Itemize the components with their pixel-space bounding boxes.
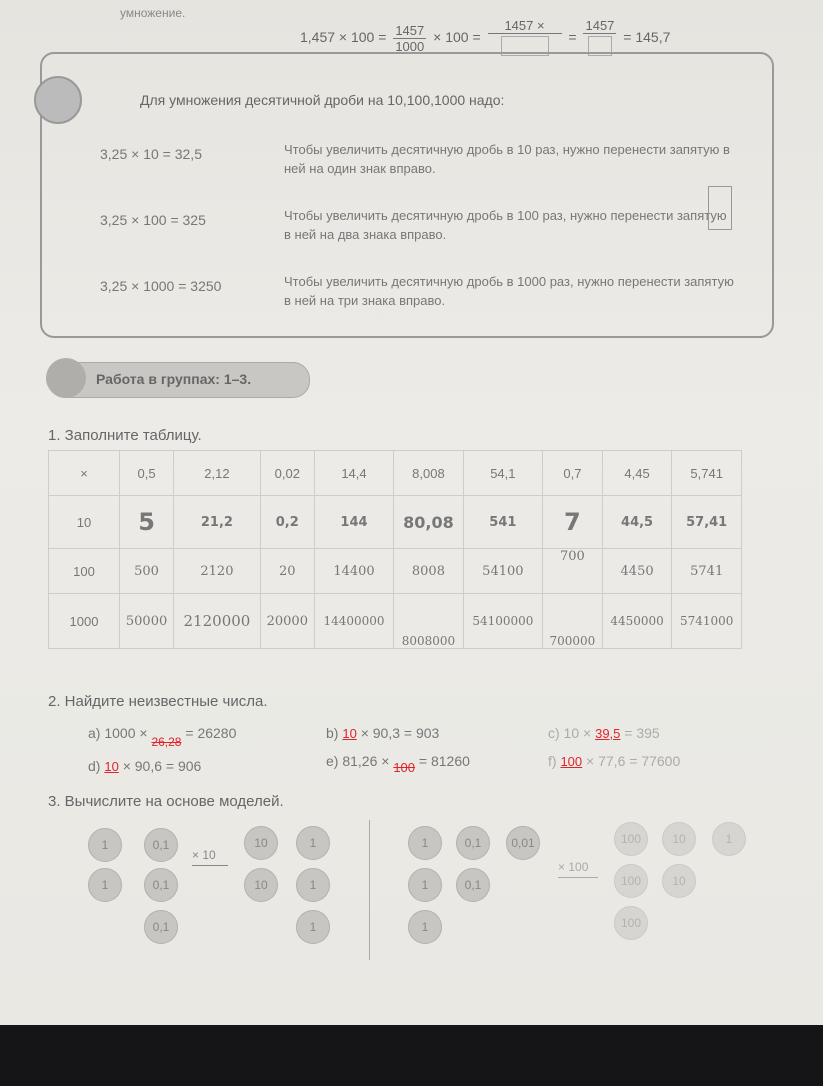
model-chip: 1 [408,910,442,944]
rule-title: Для умножения десятичной дроби на 10,100,1000 надо: [140,92,505,108]
model-chip: 10 [244,868,278,902]
task2-a: a) 1000 × 26,28 = 26280 [88,725,237,749]
answer-cell: 2120000 [174,594,261,649]
column-header: 0,02 [260,451,314,496]
bottom-dark-bar [0,1025,823,1086]
column-header: 8,008 [394,451,464,496]
answer-cell: 144 [314,496,393,549]
model-chip: 1 [296,868,330,902]
answer-cell: 14400 [314,549,393,594]
table-row-1000 [49,594,742,649]
formula-result: = 145,7 [623,29,671,46]
task2-f: f) 100 × 77,6 = 77600 [548,753,681,769]
answer-cell: 20000 [260,594,314,649]
answer-cell: 8008000 [394,594,464,649]
model-chip: 10 [662,864,696,898]
formula-left: 1,457 × 100 = [300,29,387,46]
column-header: 5,741 [672,451,742,496]
multiply-op: × 10 [192,848,228,866]
model-chip: 100 [614,864,648,898]
task2-b: b) 10 × 90,3 = 903 [326,725,440,741]
table-header-row [49,451,742,496]
model-chip: 1 [408,868,442,902]
top-fragment-text: умножение. [120,6,186,20]
table-row-10 [49,496,742,549]
answer-cell: 4450000 [602,594,672,649]
answer-cell: 541 [463,496,542,549]
answer-cell: 21,2 [174,496,261,549]
answer-cell: 44,5 [602,496,672,549]
column-header: 14,4 [314,451,393,496]
model-chip: 0,1 [144,868,178,902]
task2-c: c) 10 × 39,5 = 395 [548,725,660,741]
task1-label: 1. Заполните таблицу. [48,427,202,444]
model-chip: 100 [614,906,648,940]
answer-cell: 14400000 [314,594,393,649]
model-chip: 0,1 [456,826,490,860]
rule-example: 3,25 × 100 = 325 [100,212,206,228]
divider [369,820,370,960]
model-chip: 10 [244,826,278,860]
formula-mid: × 100 = [433,29,481,46]
model-chip: 0,1 [144,828,178,862]
model-chip: 1 [296,826,330,860]
rule-text: Чтобы увеличить десятичную дробь в 10 раз, нужно перенести запятую в ней на один знак вправо. [284,142,730,176]
answer-cell: 700 [543,549,603,594]
column-header: 0,5 [120,451,174,496]
model-chip: 1 [88,868,122,902]
column-header: 54,1 [463,451,542,496]
fraction-1: $\frac{1457}{1000}$ [395,23,425,54]
answer-cell: 50000 [120,594,174,649]
column-header: 2,12 [174,451,261,496]
answer-cell: 5741 [672,549,742,594]
answer-cell: 5741000 [672,594,742,649]
model-chip: 0,1 [144,910,178,944]
row-label: 1000 [49,594,120,649]
table-row-100 [49,549,742,594]
answer-cell: 700000 [543,594,603,649]
rule-icon [34,76,82,124]
group-work-label: Работа в группах: 1–3. [96,371,252,387]
answer-cell: 500 [120,549,174,594]
row-label: 10 [49,496,120,549]
rule-example: 3,25 × 10 = 32,5 [100,146,202,162]
model-chip: 100 [614,822,648,856]
task2-e: e) 81,26 × 100 = 81260 [326,753,470,775]
column-header: 0,7 [543,451,603,496]
answer-cell: 20 [260,549,314,594]
empty-box [708,186,732,230]
table-corner: × [49,451,120,496]
column-header: 4,45 [602,451,672,496]
model-chip: 0,01 [506,826,540,860]
multiplication-table [48,450,742,649]
task3-label: 3. Вычислите на основе моделей. [48,793,284,810]
rule-example: 3,25 × 1000 = 3250 [100,278,222,294]
model-chip: 1 [296,910,330,944]
model-chip: 10 [662,822,696,856]
fraction-3: 1457 [583,18,616,59]
model-chip: 1 [88,828,122,862]
rule-text: Чтобы увеличить десятичную дробь в 100 раз, нужно перенести запятую в ней на два знака вправо. [284,208,727,242]
formula-eq: = [568,29,577,46]
answer-cell: 54100000 [463,594,542,649]
task2-label: 2. Найдите неизвестные числа. [48,693,268,710]
answer-cell: 4450 [602,549,672,594]
model-chip: 1 [408,826,442,860]
multiply-op: × 100 [558,860,598,878]
answer-cell: 5 [120,496,174,549]
task2-d: d) 10 × 90,6 = 906 [88,758,202,774]
fraction-2: 1457 × [488,18,562,59]
answer-cell: 7 [543,496,603,549]
group-icon [46,358,86,398]
answer-cell: 57,41 [672,496,742,549]
answer-cell: 0,2 [260,496,314,549]
model-chip: 1 [712,822,746,856]
row-label: 100 [49,549,120,594]
answer-cell: 54100 [463,549,542,594]
answer-cell: 8008 [394,549,464,594]
model-chip: 0,1 [456,868,490,902]
answer-cell: 80,08 [394,496,464,549]
rule-text: Чтобы увеличить десятичную дробь в 1000 раз, нужно перенести запятую в ней на три знака вправо. [284,274,734,308]
answer-cell: 2120 [174,549,261,594]
